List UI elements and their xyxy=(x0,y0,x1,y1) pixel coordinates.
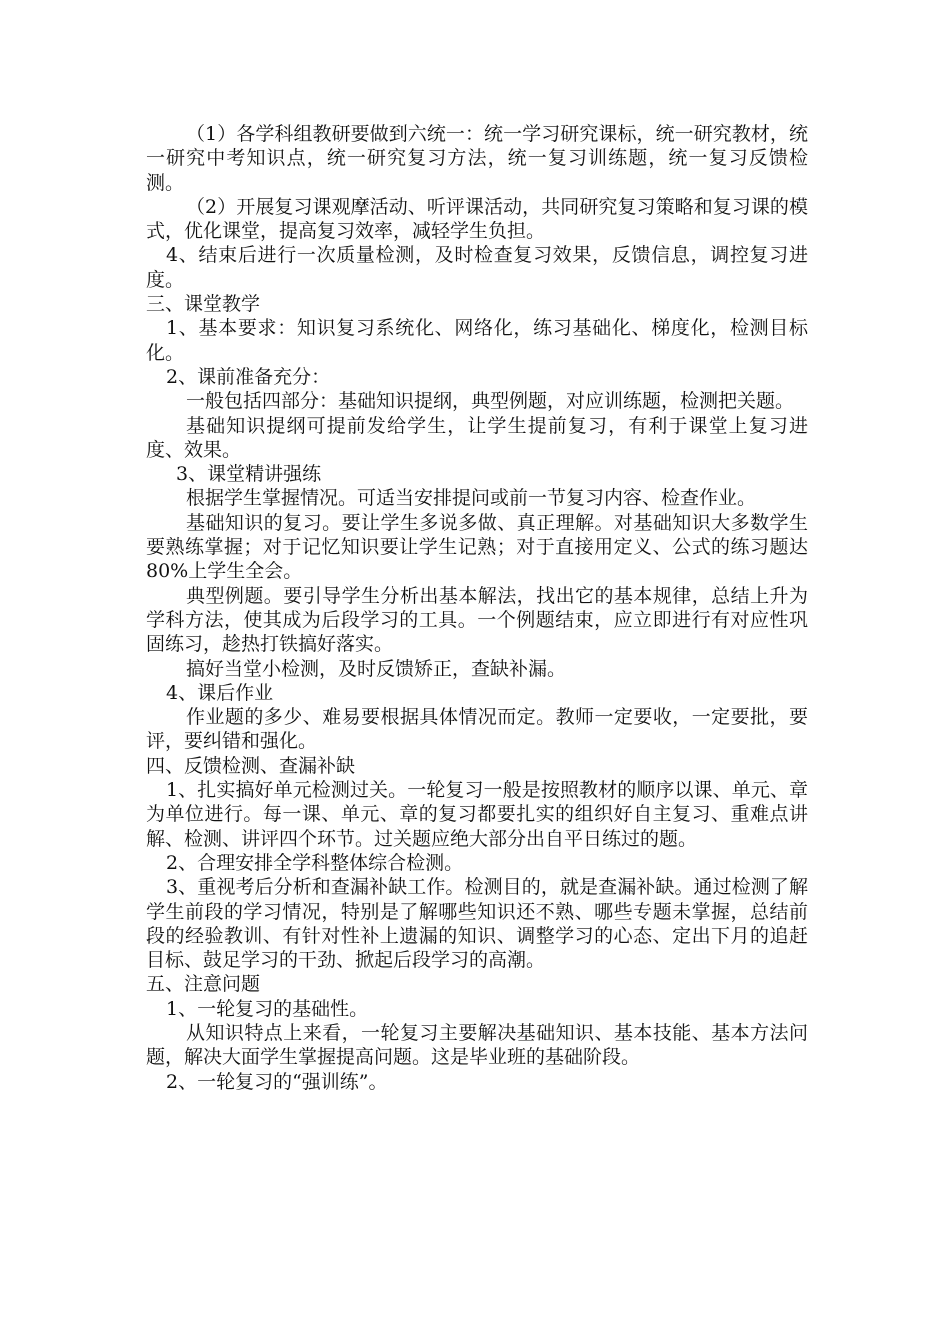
heading-feedback-testing: 四、反馈检测、查漏补缺 xyxy=(146,754,356,777)
paragraph-quality-check: 4、结束后进行一次质量检测，及时检查复习效果，反馈信息，调控复习进度。 xyxy=(146,244,808,291)
paragraph-unit-testing: 1、扎实搞好单元检测过关。一轮复习一般是按照教材的顺序以课、单元、章为单位进行。每一课、单元、章的复习都要扎实的组织好自主复习、重难点讲解、检测、讲评四个环节。过关题应绝大部分出自平日练过的题。 xyxy=(146,779,808,850)
paragraph-observation-activities: （2）开展复习课观摩活动、听评课活动，共同研究复习策略和复习课的模式，优化课堂，提高复习效率，减轻学生负担。 xyxy=(146,195,808,243)
heading-notes: 五、注意问题 xyxy=(146,973,261,996)
paragraph-foundation: 1、一轮复习的基础性。 xyxy=(166,997,369,1020)
document-body xyxy=(146,122,808,1094)
paragraph-typical-examples: 典型例题。要引导学生分析出基本解法，找出它的基本规律，总结上升为学科方法，使其成为后段学习的工具。一个例题结束，应立即进行有对应性巩固练习，趁热打铁搞好落实。 xyxy=(146,584,808,656)
paragraph-homework: 作业题的多少、难易要根据具体情况而定。教师一定要收，一定要批，要评，要纠错和强化。 xyxy=(146,706,808,753)
paragraph-comprehensive-testing: 2、合理安排全学科整体综合检测。 xyxy=(166,851,464,874)
paragraph-basic-knowledge-review: 基础知识的复习。要让学生多说多做、真正理解。对基础知识大多数学生要熟练掌握；对于记忆知识要让学生记熟；对于直接用定义、公式的练习题达 80%上学生全会。 xyxy=(146,511,808,583)
paragraph-intensive-practice: 3、课堂精讲强练 xyxy=(176,463,322,486)
paragraph-post-exam-analysis: 3、重视考后分析和查漏补缺工作。检测目的，就是查漏补缺。通过检测了解学生前段的学习情况，特别是了解哪些知识还不熟、哪些专题未掌握，总结前段的经验教训、有针对性补上遗漏的知识、调整学习的心态、定出下月的追赶目标、鼓足学习的干劲、掀起后段学习的高潮。 xyxy=(146,876,808,972)
paragraph-quick-test: 搞好当堂小检测，及时反馈矫正，查缺补漏。 xyxy=(186,657,567,680)
paragraph-student-mastery: 根据学生掌握情况。可适当安排提问或前一节复习内容、检查作业。 xyxy=(186,487,757,510)
paragraph-knowledge-characteristics: 从知识特点上来看，一轮复习主要解决基础知识、基本技能、基本方法问题，解决大面学生掌握提高问题。这是毕业班的基础阶段。 xyxy=(146,1021,808,1069)
paragraph-four-parts: 一般包括四部分：基础知识提纲，典型例题，对应训练题，检测把关题。 xyxy=(186,390,795,413)
paragraph-strong-training: 2、一轮复习的“强训练”。 xyxy=(166,1070,388,1093)
paragraph-basic-requirements: 1、基本要求：知识复习系统化、网络化，练习基础化、梯度化，检测目标化。 xyxy=(146,317,808,364)
heading-classroom-teaching: 三、课堂教学 xyxy=(146,293,261,316)
paragraph-unified-research: （1）各学科组教研要做到六统一：统一学习研究课标，统一研究教材，统一研究中考知识点，统一研究复习方法，统一复习训练题，统一复习反馈检测。 xyxy=(146,123,808,194)
paragraph-homework-heading: 4、课后作业 xyxy=(166,681,274,704)
paragraph-outline: 基础知识提纲可提前发给学生，让学生提前复习，有利于课堂上复习进度、效果。 xyxy=(146,414,808,461)
paragraph-preparation: 2、课前准备充分： xyxy=(166,365,331,388)
